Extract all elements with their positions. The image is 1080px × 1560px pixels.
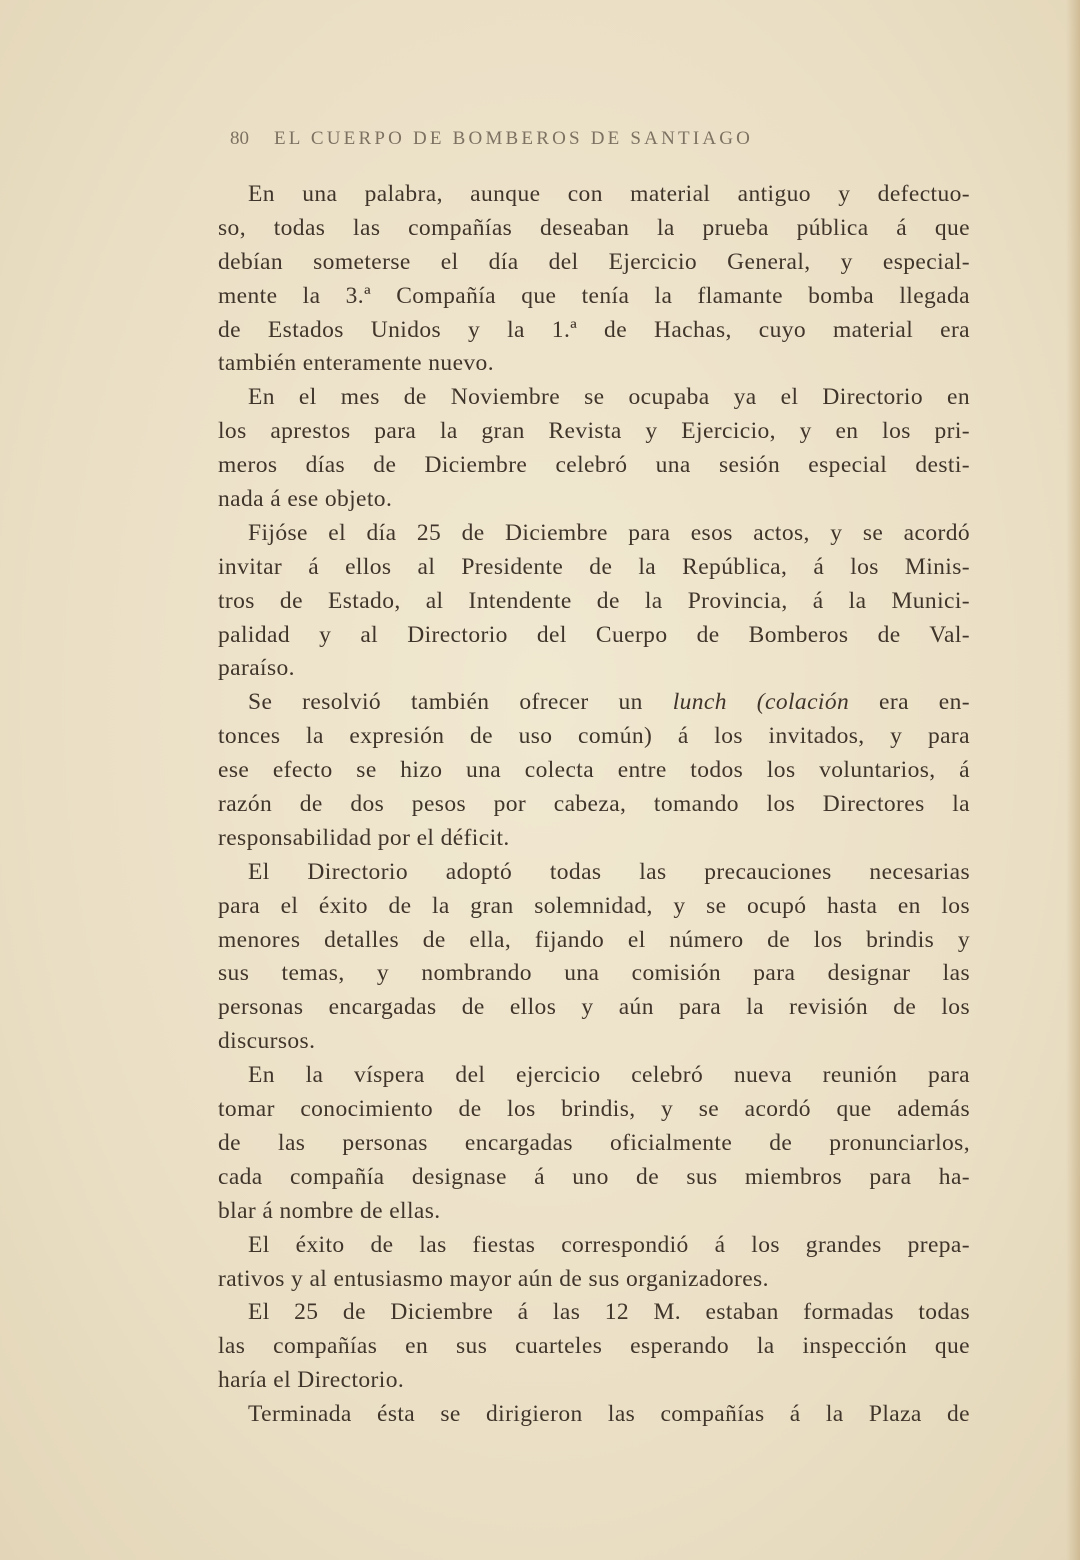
text-line: rativos y al entusiasmo mayor aún de sus organizadores. (218, 1265, 769, 1292)
text-line: personas encargadas de ellos y aún para la revisión de los (218, 994, 970, 1021)
running-header (230, 128, 850, 158)
text-line: Terminada ésta se dirigieron las compañías á la Plaza de (248, 1401, 970, 1428)
text-line: El éxito de las fiestas correspondió á los grandes prepa- (248, 1231, 970, 1258)
text-line: haría el Directorio. (218, 1367, 405, 1394)
text-line: cada compañía designase á uno de sus miembros para ha- (218, 1163, 970, 1190)
running-title: EL CUERPO DE BOMBEROS DE SANTIAGO (274, 128, 754, 149)
text-segment: era en- (849, 689, 970, 716)
text-line: debían someterse el día del Ejercicio General, y especial- (218, 248, 970, 275)
text-line: discursos. (218, 1028, 316, 1055)
text-line: nada á ese objeto. (218, 486, 393, 513)
text-line: palidad y al Directorio del Cuerpo de Bomberos de Val- (218, 621, 970, 648)
italic-segment: lunch (colación (672, 689, 850, 716)
text-line: ese efecto se hizo una colecta entre todos los voluntarios, á (218, 757, 970, 784)
text-line: El 25 de Diciembre á las 12 M. estaban formadas todas (248, 1299, 970, 1326)
text-line: paraíso. (218, 655, 295, 682)
page-edge-shadow (1066, 0, 1080, 1560)
text-line: tonces la expresión de uso común) á los invitados, y para (218, 723, 970, 750)
text-line: meros días de Diciembre celebró una sesión especial desti- (218, 452, 970, 479)
text-line: para el éxito de la gran solemnidad, y se ocupó hasta en los (218, 892, 970, 919)
text-line: so, todas las compañías deseaban la prueba pública á que (218, 214, 970, 241)
text-line: tros de Estado, al Intendente de la Provincia, á la Munici- (218, 587, 970, 614)
text-line: tomar conocimiento de los brindis, y se acordó que además (218, 1096, 970, 1123)
text-line: responsabilidad por el déficit. (218, 824, 510, 851)
text-line: En una palabra, aunque con material antiguo y defectuo- (248, 181, 970, 207)
text-line: sus temas, y nombrando una comisión para designar las (218, 960, 970, 987)
text-line: menores detalles de ella, fijando el número de los brindis y (218, 926, 970, 953)
text-line: invitar á ellos al Presidente de la República, á los Minis- (218, 553, 970, 580)
text-line: mente la 3.ª Compañía que tenía la flamante bomba llegada (218, 282, 970, 309)
text-line: En la víspera del ejercicio celebró nueva reunión para (248, 1062, 970, 1089)
text-line: también enteramente nuevo. (218, 350, 494, 377)
text-line: Fijóse el día 25 de Diciembre para esos actos, y se acordó (248, 519, 970, 546)
body-text (218, 178, 970, 1432)
text-line: razón de dos pesos por cabeza, tomando los Directores la (218, 791, 970, 818)
text-line: de las personas encargadas oficialmente de pronunciarlos, (218, 1129, 970, 1156)
text-line: de Estados Unidos y la 1.ª de Hachas, cuyo material era (218, 316, 970, 343)
text-line: El Directorio adoptó todas las precauciones necesarias (248, 858, 970, 885)
text-line: los aprestos para la gran Revista y Ejercicio, y en los pri- (218, 418, 970, 445)
text-line (218, 686, 970, 720)
text-line: En el mes de Noviembre se ocupaba ya el Directorio en (248, 384, 970, 411)
text-segment: Se resolvió también ofrecer un (248, 689, 673, 716)
text-line: las compañías en sus cuarteles esperando la inspección que (218, 1333, 970, 1360)
text-line: blar á nombre de ellas. (218, 1197, 441, 1224)
page-number: 80 (230, 128, 249, 149)
